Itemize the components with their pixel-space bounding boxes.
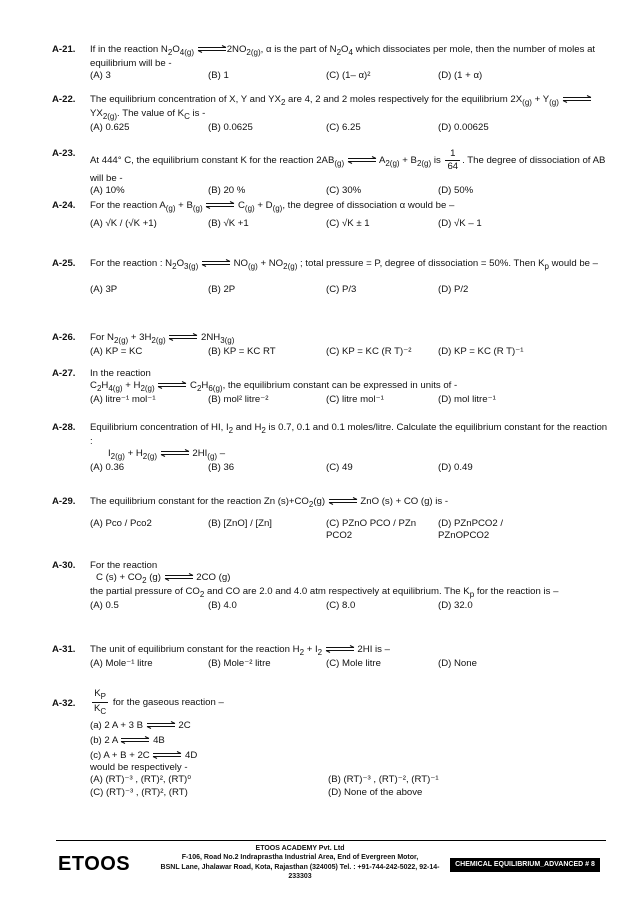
question-text: For the reaction : $N_2O_{3(g)}$ $NO_{(g)} + NO_{2(g)}$ ; total pressure = P, degree of dissociation = 50%. Then $K_p$ would be –	[90, 258, 598, 271]
option-a: (A) 3	[90, 69, 111, 81]
option-c: (C) 6.25	[326, 121, 361, 133]
question-a30	[52, 560, 612, 612]
question-text-3: the partial pressure of $CO_2$ and CO are 2.0 and 4.0 atm respectively at equilibrium. The $K_p$ for the reaction is –	[90, 585, 559, 599]
option-b: (B) 0.0625	[208, 121, 253, 133]
page-label-badge: CHEMICAL EQUILIBRIUM_ADVANCED # 8	[450, 858, 600, 872]
options	[90, 218, 612, 230]
question-number: A-31.	[52, 644, 76, 655]
option-b: (B) mol² litre⁻²	[208, 393, 269, 405]
option-d: (D) KP = KC (R T)⁻¹	[438, 345, 524, 357]
equilibrium-arrow-icon	[325, 645, 355, 653]
option-d: (D) P/2	[438, 283, 469, 295]
option-c: (C) √K ± 1	[326, 217, 370, 229]
options	[90, 346, 612, 358]
option-c: (C) 30%	[326, 184, 362, 196]
equilibrium-arrow-icon	[328, 497, 358, 505]
option-a: (A) 10%	[90, 184, 125, 196]
question-a27	[52, 368, 612, 406]
option-c: (C) (RT)⁻³ , (RT)², (RT)	[90, 786, 188, 798]
question-text: For the reaction $A_{(g)} + B_{(g)}$ $C_{(g)} + D_{(g)}$, the degree of dissociation α would be –	[90, 200, 455, 213]
option-a: (A) KP = KC	[90, 345, 143, 357]
option-a: (A) Pco / Pco2	[90, 517, 152, 529]
page-footer	[0, 838, 638, 902]
option-d: (D) PZnPCO2 / PZnOPCO2	[438, 517, 504, 541]
options	[90, 600, 612, 612]
question-text: The equilibrium concentration of X, Y and $YX_2$ are 4, 2 and 2 moles respectively for the equilibrium $2X_{(g)} + Y_{(g)}$ $YX_{2(g)}$. The value of $K_C$ is -	[90, 94, 612, 122]
option-b: (B) √K +1	[208, 217, 249, 229]
option-d: (D) 50%	[438, 184, 474, 196]
question-text: For the reaction	[90, 560, 158, 571]
question-text-2: $C_2H_{4(g)} + H_{2(g)}$ $C_2H_{6(g)}$, the equilibrium constant can be expressed in units of -	[90, 379, 458, 393]
option-d: (D) 0.49	[438, 461, 473, 473]
question-number: A-24.	[52, 200, 76, 211]
option-b: (B) (RT)⁻³ , (RT)⁻², (RT)⁻¹	[328, 773, 439, 785]
sub-reaction-c: (c) A + B + 2C 4D	[90, 749, 198, 761]
option-b: (B) Mole⁻² litre	[208, 657, 271, 669]
question-text: The unit of equilibrium constant for the reaction $H_2 + I_2$ 2HI is –	[90, 644, 390, 657]
option-d: (D) √K – 1	[438, 217, 482, 229]
question-a21	[52, 44, 612, 82]
equilibrium-arrow-icon	[562, 95, 592, 103]
equilibrium-arrow-icon	[157, 381, 187, 389]
equilibrium-arrow-icon	[164, 573, 194, 581]
option-c: (C) 8.0	[326, 599, 356, 611]
option-b: (B) 20 %	[208, 184, 246, 196]
question-number: A-26.	[52, 332, 76, 343]
option-a: (A) Mole⁻¹ litre	[90, 657, 153, 669]
option-c: (C) Mole litre	[326, 657, 381, 669]
question-text: Equilibrium concentration of HI, $I_2$ and $H_2$ is 0.7, 0.1 and 0.1 moles/litre. Calculate the equilibrium constant for the reaction :	[90, 422, 608, 447]
equilibrium-arrow-icon	[205, 201, 235, 209]
question-number: A-21.	[52, 44, 76, 55]
question-text: The equilibrium constant for the reaction Zn $(s)+CO_2(g)$ ZnO (s) + CO (g) is -	[90, 496, 449, 509]
options	[90, 394, 612, 406]
question-number: A-23.	[52, 148, 76, 159]
question-number: A-22.	[52, 94, 76, 105]
equilibrium-arrow-icon	[160, 449, 190, 457]
question-text: For $N_{2(g)} + 3H_{2(g)}$ $2NH_{3(g)}$	[90, 332, 235, 345]
company-name: ETOOS ACADEMY Pvt. Ltd	[255, 845, 345, 852]
options	[90, 122, 612, 134]
options	[90, 518, 612, 542]
question-a25	[52, 258, 612, 296]
question-a23	[52, 148, 612, 197]
option-b: (B) KP = KC RT	[208, 345, 276, 357]
options	[90, 774, 612, 799]
question-text: At 444° C, the equilibrium constant K for the reaction $2AB_{(g)}$ $A_{2(g)} + B_{2(g)}$ is $\frac{1}{64}$ . The degree of dissociation of AB will be -	[90, 148, 606, 184]
option-d: (D) None	[438, 657, 477, 669]
question-text: $\frac{K_P}{K_C}$ for the gaseous reaction –	[94, 688, 224, 716]
footer-divider	[56, 840, 606, 841]
options	[90, 462, 612, 474]
option-c: (C) PZnO PCO / PZn PCO2	[326, 517, 417, 541]
options	[90, 284, 612, 296]
question-number: A-25.	[52, 258, 76, 269]
option-c: (C) 49	[326, 461, 353, 473]
sub-reaction-a: (a) 2 A + 3 B 2C	[90, 719, 191, 731]
address-line-2: BSNL Lane, Jhalawar Road, Kota, Rajasthan (324005) Tel. : +91-744-242-5022, 92-14-233303	[160, 863, 440, 881]
question-text-2: would be respectively -	[90, 761, 188, 773]
question-number: A-32.	[52, 698, 76, 709]
question-number: A-30.	[52, 560, 76, 571]
equilibrium-arrow-icon	[168, 333, 198, 341]
question-number: A-27.	[52, 368, 76, 379]
question-a22	[52, 94, 612, 134]
sub-reaction-b: (b) 2 A 4B	[90, 734, 165, 746]
option-b: (B) 2P	[208, 283, 236, 295]
option-c: (C) P/3	[326, 283, 357, 295]
options	[90, 185, 612, 197]
option-b: (B) 4.0	[208, 599, 237, 611]
equilibrium-arrow-icon	[152, 751, 182, 759]
question-a31	[52, 644, 612, 670]
question-a29	[52, 496, 612, 542]
options	[90, 70, 612, 82]
option-a: (A) √K / (√K +1)	[90, 217, 157, 229]
option-b: (B) 1	[208, 69, 229, 81]
option-a: (A) 0.5	[90, 599, 119, 611]
option-c: (C) KP = KC (R T)⁻²	[326, 345, 412, 357]
question-number: A-28.	[52, 422, 76, 433]
option-d: (D) mol litre⁻¹	[438, 393, 496, 405]
option-d: (D) (1 + α)	[438, 69, 483, 81]
option-a: (A) (RT)⁻³ , (RT)², (RT)⁰	[90, 773, 192, 785]
option-d: (D) 0.00625	[438, 121, 489, 133]
option-a: (A) litre⁻¹ mol⁻¹	[90, 393, 156, 405]
option-c: (C) (1– α)²	[326, 69, 371, 81]
question-a26	[52, 332, 612, 358]
question-a28	[52, 422, 612, 474]
question-text-2: C $(s) + CO_2$ (g) 2CO (g)	[96, 571, 231, 585]
equilibrium-arrow-icon	[120, 736, 150, 744]
option-d: (D) None of the above	[328, 786, 423, 798]
etoos-logo: ETOOS	[58, 853, 131, 875]
option-a: (A) 0.625	[90, 121, 130, 133]
question-a32	[52, 688, 612, 799]
equilibrium-arrow-icon	[201, 259, 231, 267]
option-d: (D) 32.0	[438, 599, 473, 611]
option-a: (A) 3P	[90, 283, 118, 295]
option-b: (B) 36	[208, 461, 235, 473]
question-a24	[52, 200, 612, 230]
question-number: A-29.	[52, 496, 76, 507]
equilibrium-arrow-icon	[146, 721, 176, 729]
option-b: (B) [ZnO] / [Zn]	[208, 517, 272, 529]
footer-address	[150, 844, 450, 882]
options	[90, 658, 612, 670]
equilibrium-arrow-icon	[197, 45, 227, 53]
equilibrium-arrow-icon	[347, 156, 377, 164]
question-text: In the reaction	[90, 368, 151, 379]
question-text: If in the reaction $N_2O_{4(g)}$ $2NO_{2(g)}$, α is the part of $N_2O_4$ which dissociates per mole, then the number of moles at equilibrium will be -	[90, 44, 596, 69]
option-a: (A) 0.36	[90, 461, 125, 473]
question-text-2: $I_{2(g)} + H_{2(g)}$ $2HI_{(g)}$ –	[108, 447, 226, 461]
option-c: (C) litre mol⁻¹	[326, 393, 384, 405]
address-line-1: F-106, Road No.2 Indraprastha Industrial Area, End of Evergreen Motor,	[181, 854, 419, 862]
